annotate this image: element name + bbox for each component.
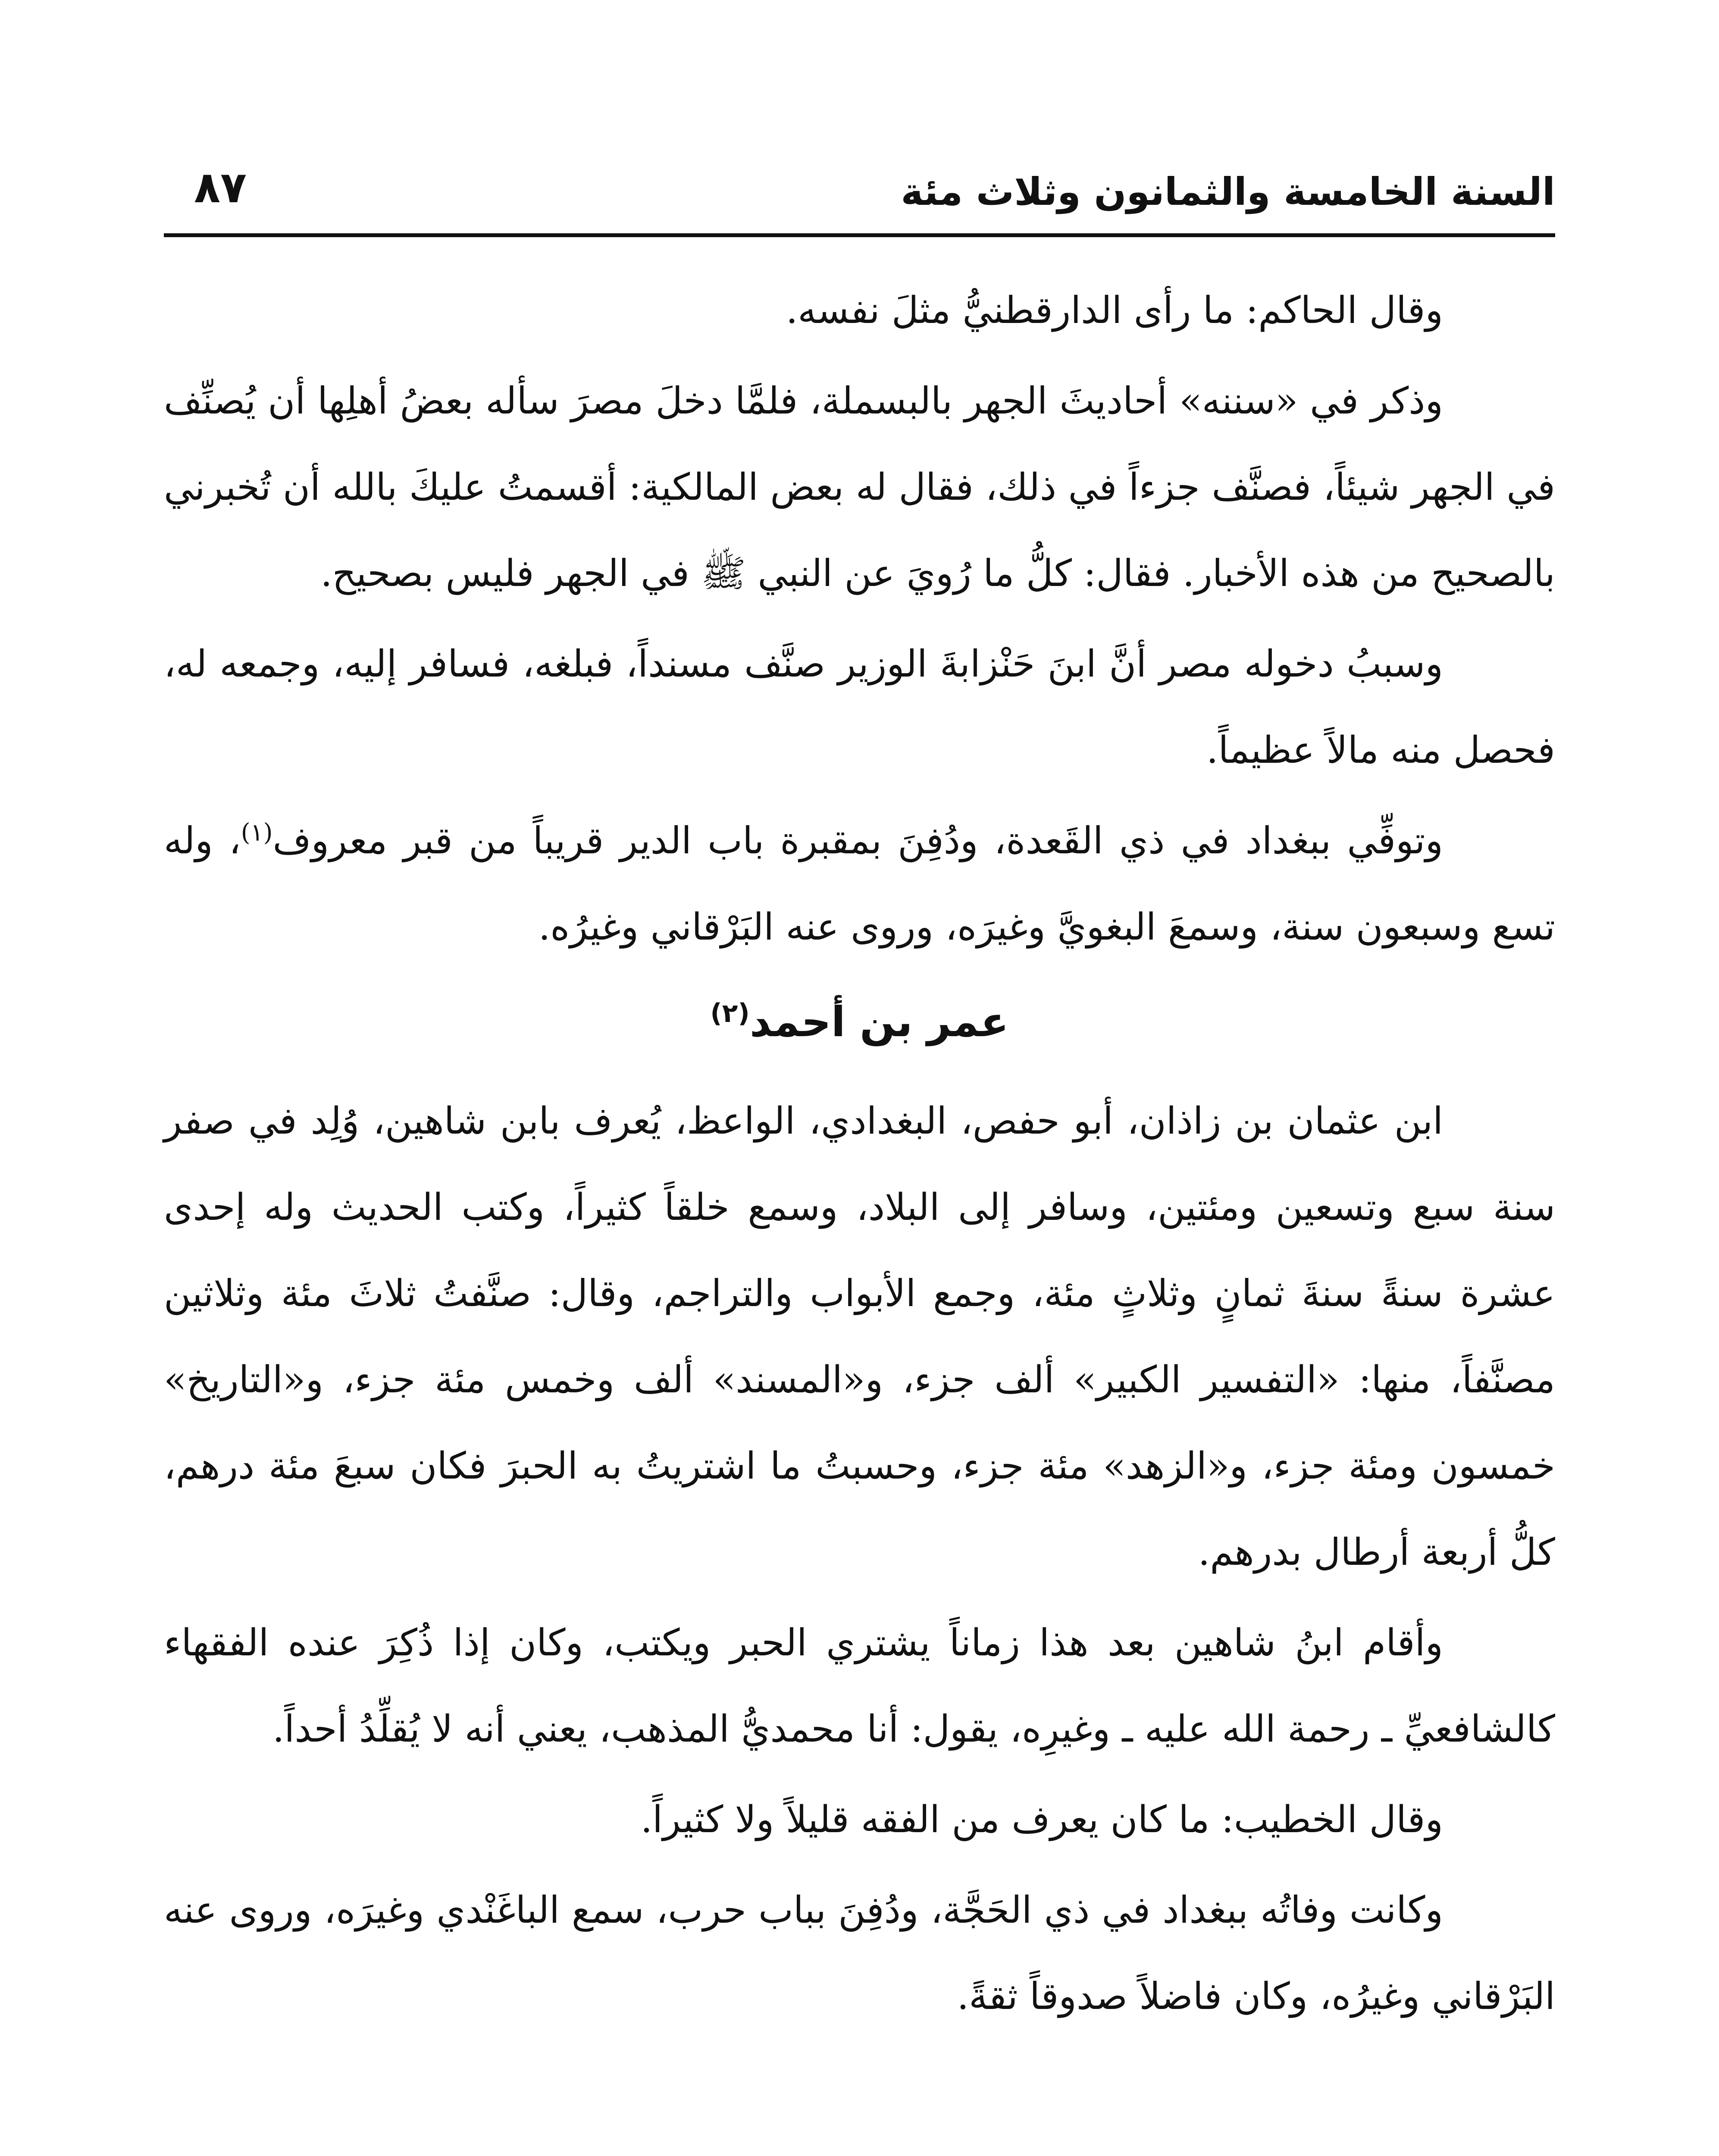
page-number: ٨٧ xyxy=(194,162,247,213)
footnote-ref-2: (٢) xyxy=(710,998,750,1028)
paragraph: وقال الحاكم: ما رأى الدارقطنيُّ مثلَ نفسه. xyxy=(786,289,1443,332)
section-heading xyxy=(164,979,1555,1065)
footnote-ref-1: (١) xyxy=(241,818,273,847)
paragraph: وسببُ دخوله مصر أنَّ ابنَ حَنْزابةَ الوزير صنَّف مسنداً، فبلغه، فسافر إليه، وجمعه له، فحصل منه مالاً عظيماً. xyxy=(164,642,1555,772)
paragraph: وقال الخطيب: ما كان يعرف من الفقه قليلاً ولا كثيراً. xyxy=(640,1798,1443,1841)
paragraph xyxy=(164,798,1555,970)
main-text xyxy=(164,267,1555,2044)
paragraph: وأقام ابنُ شاهين بعد هذا زماناً يشتري الحبر ويكتب، وكان إذا ذُكِرَ عنده الفقهاء كالشافعيِّ ـ رحمة الله عليه ـ وغيرِه، يقول: أنا محمديُّ المذهب، يعني أنه لا يُقلِّدُ أحداً. xyxy=(164,1621,1555,1751)
running-title: السنة الخامسة والثمانون وثلاث مئة xyxy=(901,169,1555,214)
header-rule xyxy=(164,233,1555,237)
paragraph-text: ، وله تسع وسبعون سنة، وسمعَ البغويَّ وغيرَه، وروى عنه البَرْقاني وغيرُه. xyxy=(164,819,1555,949)
paragraph-text: وتوفِّي ببغداد في ذي القَعدة، ودُفِنَ بمقبرة باب الدير قريباً من قبر معروف xyxy=(272,819,1443,862)
paragraph: وذكر في «سننه» أحاديثَ الجهر بالبسملة، فلمَّا دخلَ مصرَ سأله بعضُ أهلِها أن يُصنِّف في الجهر شيئاً، فصنَّف جزءاً في ذلك، فقال له بعض المالكية: أقسمتُ عليكَ بالله أن تُخبرني بالصحيح من هذه الأخبار. فقال: كلُّ ما رُويَ عن النبي ﷺ في الجهر فليس بصحيح. xyxy=(164,379,1555,595)
section-title: عمر بن أحمد xyxy=(749,998,1009,1046)
paragraph: وكانت وفاتُه ببغداد في ذي الحَجَّة، ودُفِنَ بباب حرب، سمع الباغَنْدي وغيرَه، وروى عنه البَرْقاني وغيرُه، وكان فاضلاً صدوقاً ثقةً. xyxy=(164,1889,1555,2018)
paragraph: ابن عثمان بن زاذان، أبو حفص، البغدادي، الواعظ، يُعرف بابن شاهين، وُلِد في صفر سنة سبع وتسعين ومئتين، وسافر إلى البلاد، وسمع خلقاً كثيراً، وكتب الحديث وله إحدى عشرة سنةً سنةَ ثمانٍ وثلاثٍ مئة، وجمع الأبواب والتراجم، وقال: صنَّفتُ ثلاثَ مئة وثلاثين مصنَّفاً، منها: «التفسير الكبير» ألف جزء، و«المسند» ألف وخمس مئة جزء، و«التاريخ» خمسون ومئة جزء، و«الزهد» مئة جزء، وحسبتُ ما اشتريتُ به الحبرَ فكان سبعَ مئة درهم، كلُّ أربعة أرطال بدرهم. xyxy=(164,1100,1555,1574)
page-header xyxy=(164,155,1555,237)
